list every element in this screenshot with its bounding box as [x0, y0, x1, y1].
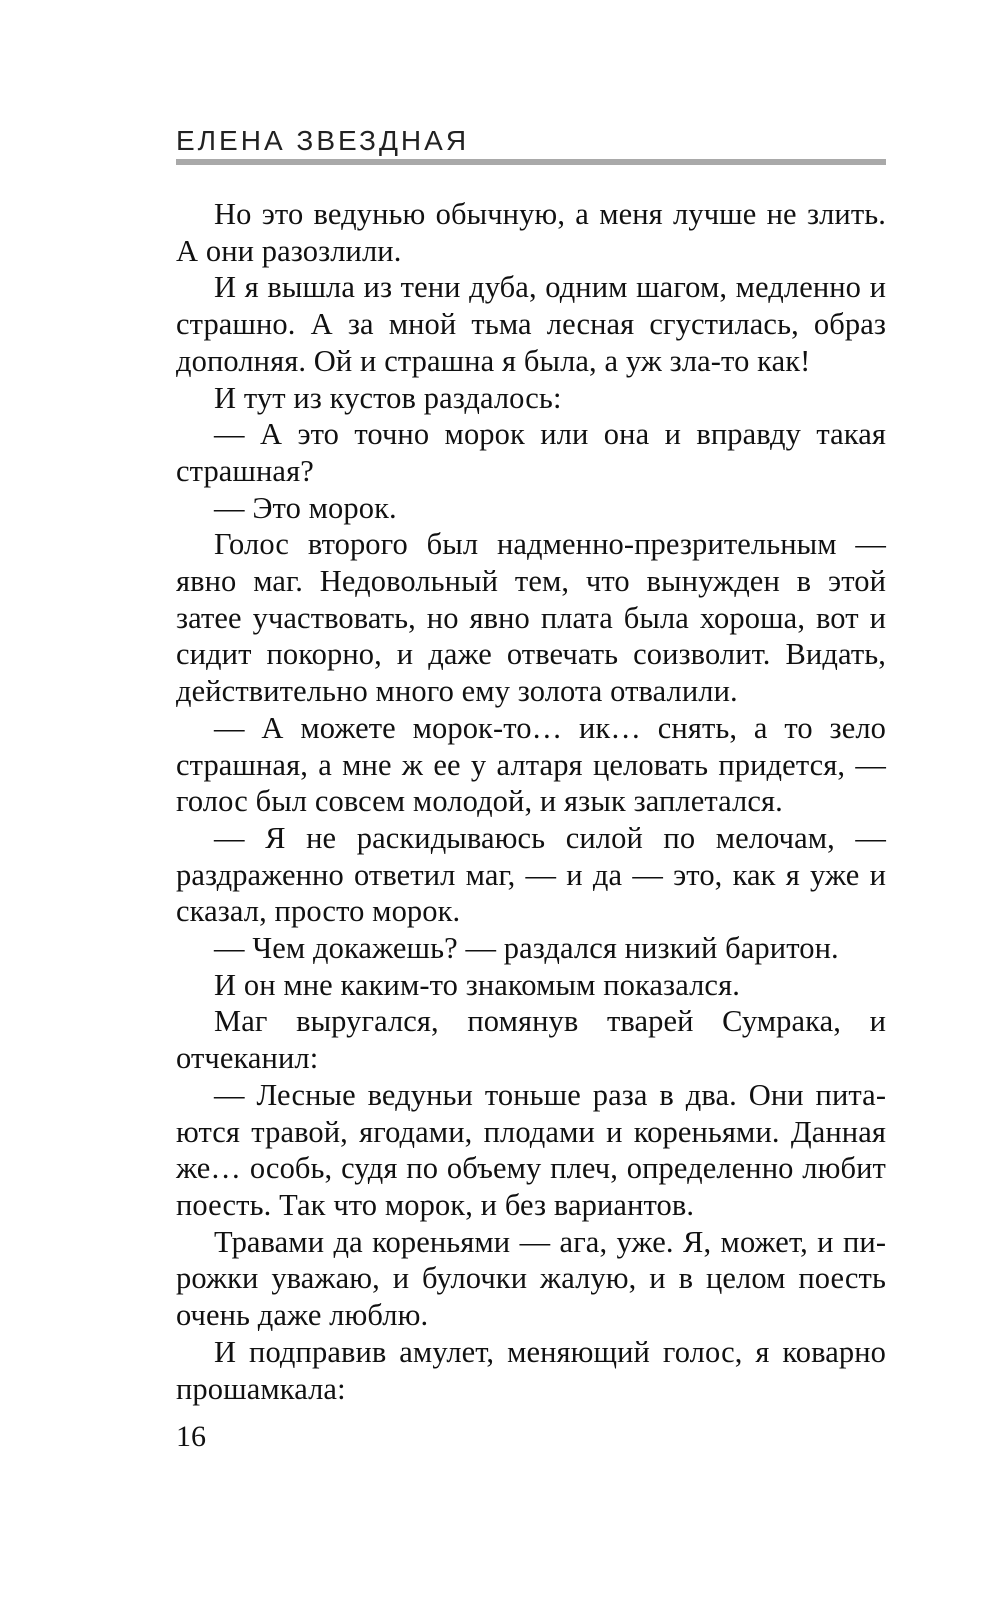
paragraph: — Я не раскидываюсь силой по мелочам, — раздраженно ответил маг, — и да — это, как я уже и сказал, просто морок.: [176, 820, 886, 929]
paragraph: — А это точно морок или она и вправду такая страшная?: [176, 417, 886, 488]
header-rule: [176, 159, 886, 165]
paragraph: — Это морок.: [214, 490, 397, 525]
paragraph: — Лесные ведуньи тоньше раза в два. Они питаются травой, ягодами, плодами и кореньями. Данная же… особь, судя по объему плеч, определенно любит поесть. Так что морок, и без вариантов.: [176, 1077, 886, 1222]
paragraph: — А можете морок-то… ик… снять, а то зело страшная, а мне ж ее у алтаря целовать придется, — голос был совсем молодой, и язык заплетался.: [176, 710, 886, 819]
page-number: 16: [176, 1420, 206, 1453]
body-text: [176, 196, 886, 1407]
paragraph: Но это ведунью обычную, а меня лучше не злить. А они разозлили.: [176, 197, 886, 268]
paragraph: Голос второго был надменно-презрительным — явно маг. Недовольный тем, что вынужден в этой затее участвовать, но явно плата была хороша, вот и сидит покорно, и даже отвечать соизволит. Видать, действительно много ему золота отвалили.: [176, 527, 886, 709]
paragraph: И подправив амулет, меняющий голос, я коварно прошамкала:: [176, 1334, 886, 1406]
paragraph: И тут из кустов раздалось:: [214, 380, 562, 415]
paragraph: Маг выругался, помянув тварей Сумрака, и отчеканил:: [176, 1004, 886, 1076]
paragraph: Травами да кореньями — ага, уже. Я, может, и пирожки уважаю, и булочки жалую, и в целом поесть очень даже люблю.: [176, 1224, 886, 1333]
paragraph: — Чем докажешь? — раздался низкий баритон.: [214, 931, 839, 966]
paragraph: И он мне каким-то знакомым показался.: [214, 967, 740, 1002]
paragraph: И я вышла из тени дуба, одним шагом, медленно и страшно. А за мной тьма лесная сгустилась, образ дополняя. Ой и страшна я была, а уж зла-то как!: [176, 270, 886, 378]
running-head-author: ЕЛЕНА ЗВЕЗДНАЯ: [176, 125, 470, 156]
